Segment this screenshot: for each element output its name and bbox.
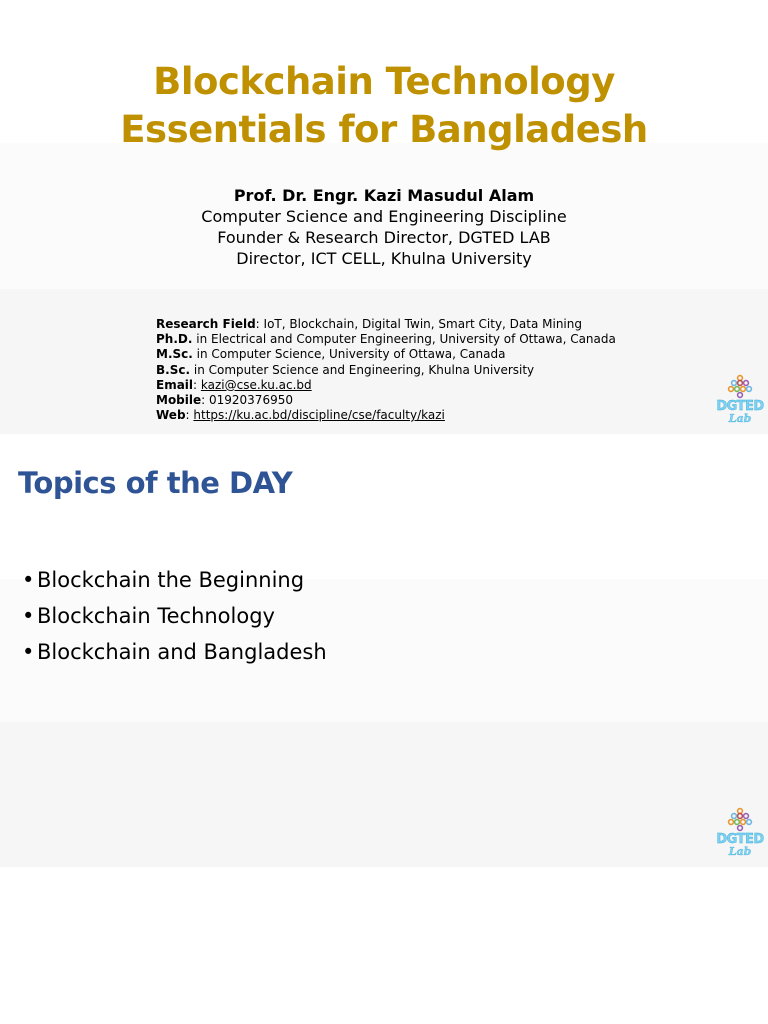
detail-email	[156, 378, 716, 393]
topic-label: Blockchain Technology	[37, 604, 275, 628]
background-band	[0, 434, 768, 579]
detail-value: in Computer Science, University of Ottawa, Canada	[196, 347, 506, 362]
author-affiliation-1: Computer Science and Engineering Discipline	[201, 207, 567, 226]
topic-label: Blockchain and Bangladesh	[37, 640, 327, 664]
logo-wordmark: DGTED	[716, 399, 764, 414]
detail-separator: :	[201, 393, 209, 408]
list-item	[22, 562, 327, 598]
detail-label: Ph.D.	[156, 332, 193, 347]
topics-heading: Topics of the DAY	[18, 466, 293, 500]
logo-subtext: Lab	[728, 845, 752, 858]
detail-label: Mobile	[156, 393, 202, 408]
slide-title-line-1: Blockchain Technology	[153, 60, 615, 103]
slide-title-line-2: Essentials for Bangladesh	[120, 108, 648, 151]
detail-bsc	[156, 363, 716, 378]
detail-label: M.Sc.	[156, 347, 193, 362]
detail-web	[156, 408, 716, 423]
bullet-icon: •	[22, 640, 35, 664]
detail-research-field	[156, 317, 716, 332]
author-name: Prof. Dr. Engr. Kazi Masudul Alam	[233, 186, 535, 205]
dgted-lab-logo	[714, 374, 766, 432]
list-item	[22, 634, 327, 670]
author-affiliation-2: Founder & Research Director, DGTED LAB	[217, 228, 551, 247]
author-block	[0, 185, 768, 269]
dgted-lab-logo-icon	[727, 807, 753, 833]
detail-separator: :	[185, 408, 194, 423]
bullet-icon: •	[22, 568, 35, 592]
detail-value: IoT, Blockchain, Digital Twin, Smart City, Data Mining	[263, 317, 582, 331]
web-link[interactable]: https://ku.ac.bd/discipline/cse/faculty/kazi	[193, 408, 445, 423]
bullet-icon: •	[22, 604, 35, 628]
dgted-lab-logo	[714, 807, 766, 865]
list-item	[22, 598, 327, 634]
background-band	[0, 867, 768, 1024]
logo-wordmark: DGTED	[716, 832, 764, 847]
detail-label: Research Field	[156, 317, 256, 331]
detail-value: 01920376950	[209, 393, 293, 408]
detail-separator: :	[193, 377, 201, 392]
email-link[interactable]: kazi@cse.ku.ac.bd	[200, 377, 312, 392]
topic-label: Blockchain the Beginning	[37, 568, 305, 592]
dgted-lab-logo-icon	[727, 374, 753, 400]
background-band	[0, 722, 768, 867]
detail-phd	[156, 332, 716, 347]
detail-label: B.Sc.	[156, 362, 191, 377]
detail-mobile	[156, 393, 716, 408]
author-affiliation-3: Director, ICT CELL, Khulna University	[236, 249, 532, 268]
detail-label: Web	[156, 408, 186, 423]
detail-msc	[156, 347, 716, 362]
detail-value: in Computer Science and Engineering, Khulna University	[193, 362, 535, 377]
topics-list	[22, 562, 327, 670]
slide-title	[0, 58, 768, 154]
detail-separator: :	[255, 317, 264, 331]
author-details	[156, 317, 716, 423]
detail-label: Email	[156, 377, 194, 392]
detail-value: in Electrical and Computer Engineering, University of Ottawa, Canada	[196, 332, 616, 347]
logo-subtext: Lab	[728, 412, 752, 425]
